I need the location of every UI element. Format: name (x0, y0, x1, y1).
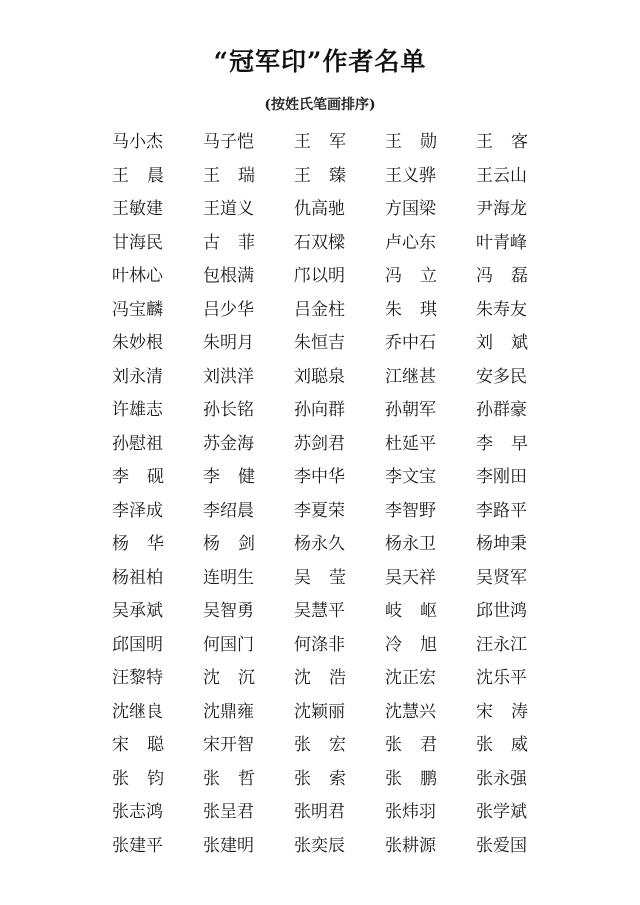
author-name: 张耕源 (385, 835, 436, 856)
author-name: 仇高驰 (294, 199, 345, 220)
author-name: 孙朝军 (385, 400, 436, 421)
author-name: 杜延平 (385, 433, 436, 454)
author-name: 杨永卫 (385, 534, 436, 555)
author-name: 石双樑 (294, 232, 345, 253)
author-name: 张炜羽 (385, 802, 436, 823)
sort-note: (按姓氏笔画排序) (264, 97, 376, 113)
author-name: 孙向群 (294, 400, 345, 421)
author-name: 苏金海 (203, 433, 254, 454)
author-name: 张明君 (294, 802, 345, 823)
author-name: 杨 剑 (203, 534, 255, 555)
author-name: 张建明 (203, 835, 254, 856)
author-name: 王 晨 (112, 165, 164, 186)
author-name: 吴慧平 (294, 601, 345, 622)
author-name: 朱明月 (203, 333, 254, 354)
author-name: 邝以明 (294, 266, 345, 287)
author-name: 乔中石 (385, 333, 436, 354)
author-name: 李刚田 (476, 467, 527, 488)
author-name: 杨 华 (112, 534, 164, 555)
author-name: 沈正宏 (385, 668, 436, 689)
author-name: 张建平 (112, 835, 163, 856)
author-name: 张 索 (294, 768, 346, 789)
author-name: 王 客 (476, 132, 528, 153)
author-name: 张呈君 (203, 802, 254, 823)
author-name: 李 健 (203, 467, 255, 488)
author-name: 孙慰祖 (112, 433, 163, 454)
author-name: 宋 聪 (112, 735, 164, 756)
author-name: 方国梁 (385, 199, 436, 220)
author-name: 王义骅 (385, 165, 436, 186)
author-name: 冯 磊 (476, 266, 528, 287)
author-name: 李中华 (294, 467, 345, 488)
author-name: 古 菲 (203, 232, 255, 253)
author-name: 吴智勇 (203, 601, 254, 622)
author-name: 尹海龙 (476, 199, 527, 220)
author-name: 吴天祥 (385, 567, 436, 588)
author-name: 沈颖丽 (294, 701, 345, 722)
author-name: 杨祖柏 (112, 567, 163, 588)
author-name: 王 臻 (294, 165, 346, 186)
author-name: 张 宏 (294, 735, 346, 756)
author-name: 刘聪泉 (294, 366, 345, 387)
author-name: 王云山 (476, 165, 527, 186)
author-name: 沈鼎雍 (203, 701, 254, 722)
author-name: 李泽成 (112, 500, 163, 521)
author-names-grid (112, 126, 552, 863)
author-name: 王道义 (203, 199, 254, 220)
author-name: 吴贤军 (476, 567, 527, 588)
author-name: 张 君 (385, 735, 437, 756)
author-name: 孙长铭 (203, 400, 254, 421)
author-name: 冯 立 (385, 266, 437, 287)
author-name: 卢心东 (385, 232, 436, 253)
author-name: 王 瑞 (203, 165, 255, 186)
author-name: 宋 涛 (476, 701, 528, 722)
author-name: 刘洪洋 (203, 366, 254, 387)
author-name: 朱寿友 (476, 299, 527, 320)
author-name: 李 砚 (112, 467, 164, 488)
author-name: 苏剑君 (294, 433, 345, 454)
author-name: 王敏建 (112, 199, 163, 220)
author-name: 李夏荣 (294, 500, 345, 521)
author-name: 朱妙根 (112, 333, 163, 354)
author-name: 冷 旭 (385, 634, 437, 655)
author-name: 沈继良 (112, 701, 163, 722)
author-name: 吕金柱 (294, 299, 345, 320)
author-name: 王 勋 (385, 132, 437, 153)
author-name: 李文宝 (385, 467, 436, 488)
author-name: 冯宝麟 (112, 299, 163, 320)
author-name: 沈乐平 (476, 668, 527, 689)
author-name: 马小杰 (112, 132, 163, 153)
author-name: 李路平 (476, 500, 527, 521)
author-name: 张 鹏 (385, 768, 437, 789)
author-name: 朱恒吉 (294, 333, 345, 354)
author-name: 甘海民 (112, 232, 163, 253)
author-name: 马子恺 (203, 132, 254, 153)
author-name: 江继甚 (385, 366, 436, 387)
author-name: 王 军 (294, 132, 346, 153)
author-name: 汪永江 (476, 634, 527, 655)
author-name: 孙群豪 (476, 400, 527, 421)
author-name: 张 威 (476, 735, 528, 756)
author-name: 邱世鸿 (476, 601, 527, 622)
author-name: 张 哲 (203, 768, 255, 789)
author-name: 杨坤秉 (476, 534, 527, 555)
author-name: 叶林心 (112, 266, 163, 287)
author-name: 邱国明 (112, 634, 163, 655)
author-name: 汪黎特 (112, 668, 163, 689)
author-name: 张爱国 (476, 835, 527, 856)
author-name: 何涤非 (294, 634, 345, 655)
author-name: 李绍晨 (203, 500, 254, 521)
author-name: 张奕辰 (294, 835, 345, 856)
author-name: 吴 莹 (294, 567, 346, 588)
author-name: 安多民 (476, 366, 527, 387)
author-name: 岐 岖 (385, 601, 437, 622)
author-name: 吕少华 (203, 299, 254, 320)
author-name: 张学斌 (476, 802, 527, 823)
author-name: 何国门 (203, 634, 254, 655)
author-name: 李 早 (476, 433, 528, 454)
author-name: 杨永久 (294, 534, 345, 555)
author-name: 许雄志 (112, 400, 163, 421)
author-name: 刘 斌 (476, 333, 528, 354)
author-name: 沈慧兴 (385, 701, 436, 722)
author-name: 张永强 (476, 768, 527, 789)
page-title: “冠军印”作者名单 (213, 47, 427, 76)
author-name: 沈 浩 (294, 668, 346, 689)
author-name: 叶青峰 (476, 232, 527, 253)
author-name: 宋开智 (203, 735, 254, 756)
author-name: 刘永清 (112, 366, 163, 387)
author-name: 包根满 (203, 266, 254, 287)
author-name: 张志鸿 (112, 802, 163, 823)
author-name: 朱 琪 (385, 299, 437, 320)
author-name: 李智野 (385, 500, 436, 521)
author-name: 吴承斌 (112, 601, 163, 622)
author-name: 连明生 (203, 567, 254, 588)
author-name: 张 钧 (112, 768, 164, 789)
author-name: 沈 沉 (203, 668, 255, 689)
